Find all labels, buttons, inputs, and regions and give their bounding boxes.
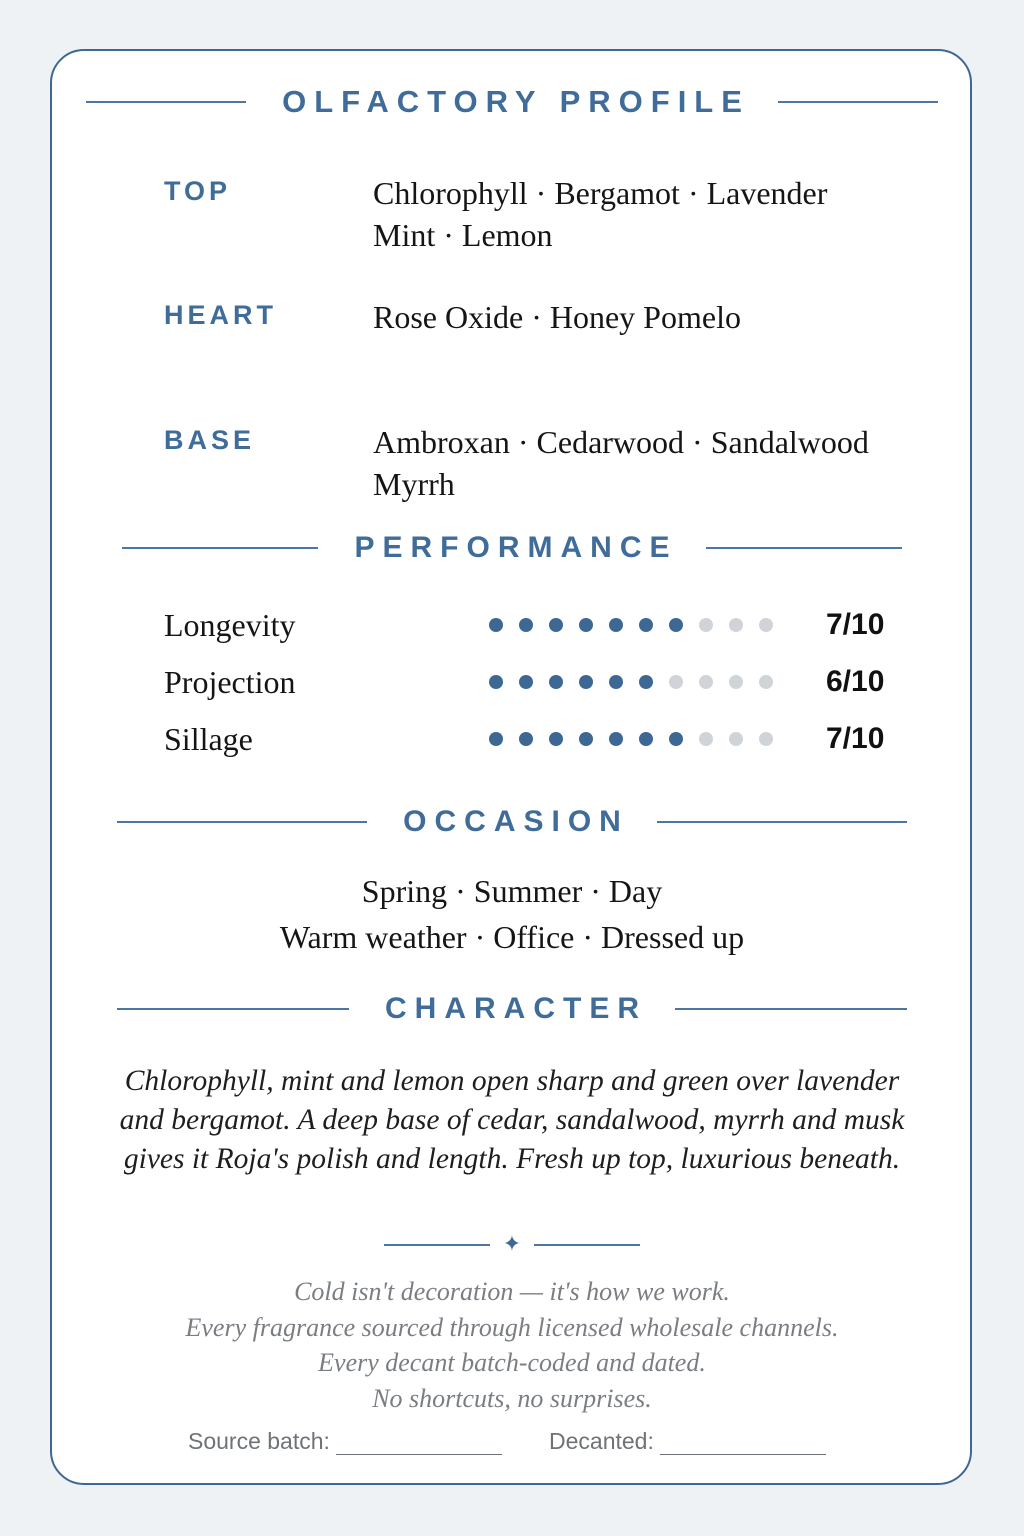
note-value-heart	[373, 296, 741, 338]
performance-row-projection	[0, 662, 1024, 702]
character-description	[0, 1062, 1024, 1179]
footer-line-1: Cold isn't decoration — it's how we work.	[294, 1277, 730, 1306]
heading-rule-left	[117, 821, 367, 823]
performance-row-sillage	[0, 719, 1024, 759]
note-value-top-line2: Mint · Lemon	[373, 217, 553, 253]
rating-dot-filled	[549, 675, 563, 689]
occasion-title: OCCASION	[403, 805, 629, 838]
performance-heading	[0, 530, 1024, 566]
olfactory-title: OLFACTORY PROFILE	[282, 84, 750, 119]
heading-rule-right	[675, 1008, 907, 1010]
occasion-line-1: Spring · Summer · Day	[361, 873, 663, 909]
rating-dot-empty	[699, 732, 713, 746]
rating-dot-filled	[519, 618, 533, 632]
source-batch-blank[interactable]	[336, 1432, 502, 1455]
ornament-divider	[384, 1233, 640, 1257]
rating-dot-filled	[549, 618, 563, 632]
note-value-top-line1: Chlorophyll · Bergamot · Lavender	[373, 175, 828, 211]
rating-dot-empty	[699, 675, 713, 689]
ornament-rule-left	[384, 1244, 490, 1246]
rating-dot-filled	[489, 732, 503, 746]
character-line-3: gives it Roja's polish and length. Fresh up top, luxurious beneath.	[123, 1143, 901, 1175]
rating-dot-filled	[639, 618, 653, 632]
occasion-line-2: Warm weather · Office · Dressed up	[279, 919, 745, 955]
heading-rule-right	[657, 821, 907, 823]
note-label-base: BASE	[164, 425, 256, 455]
rating-dot-filled	[489, 618, 503, 632]
source-batch-label: Source batch:	[188, 1428, 330, 1454]
rating-dot-filled	[579, 618, 593, 632]
profile-card	[50, 49, 972, 1485]
rating-dot-filled	[639, 732, 653, 746]
rating-dot-empty	[729, 618, 743, 632]
note-value-heart-line1: Rose Oxide · Honey Pomelo	[373, 299, 741, 335]
heading-rule-left	[86, 101, 246, 103]
performance-name: Projection	[164, 664, 296, 700]
performance-score: 7/10	[826, 608, 885, 641]
rating-dot-filled	[519, 675, 533, 689]
note-value-base	[373, 421, 869, 505]
rating-dot-empty	[729, 675, 743, 689]
rating-dots	[489, 732, 773, 746]
character-heading	[0, 991, 1024, 1027]
rating-dot-filled	[579, 675, 593, 689]
note-value-base-line2: Myrrh	[373, 466, 455, 502]
rating-dot-filled	[579, 732, 593, 746]
rating-dot-filled	[609, 618, 623, 632]
performance-title: PERFORMANCE	[354, 531, 678, 564]
rating-dots	[489, 618, 773, 632]
decanted-blank[interactable]	[660, 1432, 826, 1455]
source-batch-field[interactable]	[188, 1428, 502, 1455]
character-title: CHARACTER	[385, 992, 647, 1025]
note-label-heart: HEART	[164, 300, 277, 330]
footer-line-4: No shortcuts, no surprises.	[372, 1383, 652, 1413]
performance-name: Sillage	[164, 721, 253, 757]
character-line-1: Chlorophyll, mint and lemon open sharp and green over lavender	[124, 1065, 900, 1097]
rating-dot-filled	[489, 675, 503, 689]
rating-dot-filled	[669, 618, 683, 632]
note-value-base-line1: Ambroxan · Cedarwood · Sandalwood	[373, 424, 869, 460]
rating-dot-empty	[729, 732, 743, 746]
rating-dot-filled	[639, 675, 653, 689]
rating-dot-filled	[609, 675, 623, 689]
decanted-field[interactable]	[549, 1428, 826, 1455]
rating-dot-empty	[759, 732, 773, 746]
rating-dot-filled	[519, 732, 533, 746]
decanted-label: Decanted:	[549, 1428, 654, 1454]
rating-dots	[489, 675, 773, 689]
rating-dot-empty	[759, 675, 773, 689]
note-value-top	[373, 172, 827, 256]
performance-name: Longevity	[164, 607, 296, 643]
rating-dot-filled	[609, 732, 623, 746]
footer-note	[0, 1274, 1024, 1416]
occasion-text	[0, 868, 1024, 960]
star-icon: ✦	[502, 1232, 522, 1257]
performance-score: 7/10	[826, 722, 885, 755]
character-line-2: and bergamot. A deep base of cedar, sandalwood, myrrh and musk	[119, 1104, 905, 1136]
footer-line-3: Every decant batch-coded and dated.	[318, 1348, 706, 1377]
note-label-top: TOP	[164, 176, 232, 206]
ornament-rule-right	[534, 1244, 640, 1246]
olfactory-heading	[0, 84, 1024, 120]
rating-dot-filled	[549, 732, 563, 746]
performance-score: 6/10	[826, 665, 885, 698]
heading-rule-left	[122, 547, 318, 549]
footer-line-2: Every fragrance sourced through licensed wholesale channels.	[185, 1312, 839, 1342]
heading-rule-left	[117, 1008, 349, 1010]
performance-row-longevity	[0, 605, 1024, 645]
heading-rule-right	[706, 547, 902, 549]
rating-dot-empty	[669, 675, 683, 689]
rating-dot-filled	[669, 732, 683, 746]
rating-dot-empty	[759, 618, 773, 632]
occasion-heading	[0, 804, 1024, 840]
rating-dot-empty	[699, 618, 713, 632]
heading-rule-right	[778, 101, 938, 103]
